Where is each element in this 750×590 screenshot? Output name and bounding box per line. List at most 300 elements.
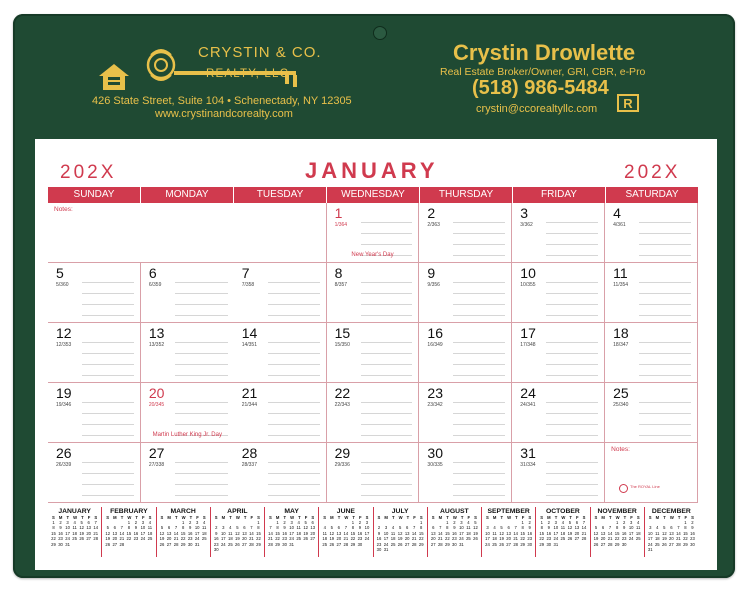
mini-day: 30 — [357, 541, 363, 547]
mini-day: 3 — [486, 525, 489, 531]
mini-day: 12 — [159, 530, 165, 536]
mini-day: 5 — [500, 525, 503, 531]
mini-weekday-letter: T — [446, 515, 449, 520]
writing-lines — [546, 212, 598, 256]
mini-weekday-letter: S — [636, 515, 640, 520]
mini-day: 30 — [527, 541, 533, 547]
mini-day: 9 — [528, 525, 531, 531]
mini-month-title: MARCH — [170, 508, 196, 515]
mini-day: 27 — [404, 541, 410, 547]
mini-day: 23 — [213, 541, 219, 547]
mini-day: 23 — [58, 536, 63, 542]
mini-month-title: AUGUST — [440, 508, 469, 515]
mini-weekday-letter: W — [344, 515, 349, 520]
mini-day: 18 — [201, 530, 207, 536]
mini-day: 10 — [220, 530, 226, 536]
mini-day: 3 — [649, 525, 652, 531]
mini-days — [211, 520, 264, 552]
writing-lines — [175, 452, 228, 496]
mini-day: 28 — [607, 541, 613, 547]
day-number: 6 — [148, 265, 157, 281]
mini-day: 11 — [655, 530, 660, 536]
weekday-saturday: SATURDAY — [625, 189, 679, 200]
mini-day: 11 — [322, 530, 327, 536]
mini-day: 8 — [521, 525, 524, 531]
mini-day: 23 — [357, 536, 363, 542]
mini-day: 22 — [180, 536, 186, 542]
mini-day: 23 — [527, 536, 533, 542]
mini-weekday-letter: F — [575, 515, 579, 520]
mini-day: 26 — [661, 541, 667, 547]
mini-month-title: JUNE — [336, 508, 355, 515]
day-of-year: 4/361 — [613, 222, 626, 228]
weekday-thursday: THURSDAY — [420, 187, 513, 203]
mini-day: 6 — [167, 525, 171, 531]
mini-weekday-letter: S — [323, 515, 327, 520]
day-cell — [327, 443, 420, 503]
mini-weekday-letter: M — [58, 515, 63, 520]
mini-day: 16 — [357, 530, 363, 536]
mini-day: 15 — [418, 530, 424, 536]
equal-housing-icon — [97, 62, 131, 92]
writing-lines — [361, 392, 413, 436]
day-of-year: 26/339 — [56, 462, 72, 468]
day-number: 19 — [56, 385, 72, 401]
mini-day: 26 — [79, 536, 84, 542]
mini-day: 1 — [351, 520, 355, 525]
mini-day: 1 — [615, 520, 619, 525]
day-number: 9 — [427, 265, 436, 281]
mini-day: 18 — [466, 530, 471, 536]
mini-weekday-letter: S — [311, 515, 315, 520]
mini-weekday-letter: T — [515, 515, 518, 520]
mini-day: 18 — [635, 530, 641, 536]
mini-day: 16 — [546, 530, 552, 536]
day-of-year: 3/362 — [520, 222, 533, 228]
day-of-year: 6/359 — [148, 282, 162, 288]
day-of-year: 14/351 — [241, 342, 257, 348]
day-number: 23 — [427, 385, 443, 401]
agent-name: Crystin Drowlette — [453, 40, 636, 65]
mini-day: 17 — [364, 530, 370, 536]
mini-weekday-letter: T — [135, 515, 138, 520]
mini-weekday-letter: T — [554, 515, 558, 520]
mini-weekday-letter: M — [113, 515, 117, 520]
mini-day: 12 — [567, 525, 573, 531]
weekday-friday: FRIDAY — [513, 187, 606, 203]
writing-lines — [268, 392, 320, 436]
mini-day: 25 — [635, 536, 641, 542]
mini-day: 28 — [581, 536, 587, 542]
mini-day: 16 — [133, 530, 139, 536]
mini-day: 20 — [669, 536, 674, 542]
mini-day: 11 — [636, 525, 641, 531]
mini-day: 31 — [383, 547, 389, 553]
mini-day: 25 — [201, 536, 207, 542]
mini-weekday-letter: F — [87, 515, 91, 520]
mini-day: 14 — [249, 530, 254, 536]
mini-day: 11 — [228, 530, 233, 536]
mini-days — [482, 520, 535, 547]
mini-day: 29 — [275, 541, 280, 547]
mini-weekday-letter: S — [486, 515, 489, 520]
mini-day: 20 — [86, 530, 92, 536]
mini-weekday-letter: S — [202, 515, 206, 520]
mini-day: 27 — [336, 541, 342, 547]
mini-weekday-letter: W — [181, 515, 186, 520]
notes-label: Notes: — [611, 446, 630, 453]
day-number: 28 — [241, 445, 258, 461]
mini-day: 18 — [72, 530, 77, 536]
mini-days — [428, 520, 481, 547]
day-of-year: 31/334 — [520, 462, 536, 468]
mini-weekday-letter: T — [623, 515, 627, 520]
writing-lines — [453, 332, 505, 376]
mini-month-title: JANUARY — [58, 508, 91, 515]
mini-day: 24 — [194, 536, 200, 542]
mini-day: 10 — [553, 525, 559, 531]
mini-day: 11 — [147, 525, 153, 531]
mini-day: 13 — [86, 525, 92, 531]
mini-day: 13 — [404, 530, 410, 536]
mini-day: 20 — [310, 530, 316, 536]
mini-day: 26 — [235, 541, 240, 547]
mini-day: 2 — [215, 525, 218, 531]
mini-day: 1 — [420, 520, 423, 525]
day-cell — [141, 383, 234, 443]
mini-month — [536, 507, 590, 557]
writing-lines — [639, 272, 691, 316]
mini-day: 14 — [607, 530, 613, 536]
writing-lines — [175, 272, 228, 316]
mini-day: 14 — [268, 530, 273, 536]
mini-day: 18 — [147, 530, 153, 536]
mini-weekday-letter: W — [398, 515, 403, 520]
mini-month-title: FEBRUARY — [110, 508, 148, 515]
writing-lines — [175, 392, 228, 436]
mini-day: 22 — [418, 536, 424, 542]
mini-weekday-letter: T — [66, 515, 70, 520]
mini-day: 7 — [582, 520, 586, 525]
mini-day: 15 — [256, 530, 261, 536]
mini-day: 10 — [364, 525, 370, 531]
mini-day: 24 — [553, 536, 559, 542]
mini-day: 7 — [439, 525, 442, 531]
mini-day: 4 — [467, 520, 470, 525]
mini-day: 2 — [547, 520, 550, 525]
day-of-year: 24/341 — [520, 402, 536, 408]
mini-day: 22 — [683, 536, 688, 542]
mini-day: 2 — [528, 520, 531, 525]
mini-day: 19 — [329, 536, 335, 542]
mini-day: 1 — [446, 520, 449, 525]
day-number: 21 — [241, 385, 258, 401]
snap-button — [373, 26, 387, 40]
mini-day: 6 — [601, 525, 605, 531]
writing-lines — [361, 452, 413, 496]
mini-weekday-letter: W — [615, 515, 620, 520]
mini-day: 31 — [194, 541, 200, 547]
day-of-year: 27/338 — [148, 462, 165, 468]
mini-day: 21 — [93, 530, 99, 536]
day-of-year: 1/364 — [334, 222, 348, 228]
mini-day: 15 — [614, 530, 620, 536]
mini-day: 12 — [473, 525, 478, 531]
mini-day: 22 — [275, 536, 280, 542]
mini-days — [591, 520, 644, 547]
mini-day: 21 — [437, 536, 443, 542]
mini-day: 19 — [661, 536, 667, 542]
mini-day: 30 — [187, 541, 193, 547]
mini-day: 12 — [397, 530, 403, 536]
mini-day: 15 — [683, 530, 688, 536]
notes-label: Notes: — [54, 206, 73, 213]
mini-day: 16 — [58, 530, 63, 536]
writing-lines — [453, 212, 505, 256]
mini-day: 22 — [51, 536, 56, 542]
mini-day: 26 — [593, 541, 599, 547]
mini-day: 26 — [105, 541, 111, 547]
mini-weekday-letter: F — [141, 515, 145, 520]
mini-day: 8 — [257, 525, 260, 531]
day-number: 17 — [520, 325, 536, 341]
day-number: 26 — [56, 445, 72, 461]
day-cell — [234, 263, 327, 323]
mini-day: 16 — [213, 536, 219, 542]
mini-day: 29 — [350, 541, 356, 547]
day-of-year: 25/340 — [613, 402, 629, 408]
mini-day: 28 — [249, 541, 254, 547]
day-cell — [327, 383, 420, 443]
mini-day: 27 — [506, 541, 511, 547]
weekday-wednesday: WEDNESDAY — [327, 187, 420, 203]
mini-weekday-letter: T — [500, 515, 504, 520]
mini-day: 29 — [614, 541, 620, 547]
mini-day: 7 — [120, 525, 123, 531]
mini-day: 5 — [160, 525, 164, 531]
mini-days — [48, 520, 101, 547]
mini-day: 17 — [140, 530, 146, 536]
mini-day: 29 — [444, 541, 450, 547]
mini-day: 22 — [520, 536, 526, 542]
mini-day: 19 — [303, 530, 309, 536]
mini-weekday-letter: S — [528, 515, 532, 520]
mini-day: 4 — [148, 520, 152, 525]
mini-weekday-letter: S — [214, 515, 218, 520]
mini-day: 26 — [567, 536, 573, 542]
day-number: 7 — [241, 265, 250, 281]
day-number: 1 — [334, 205, 343, 221]
mini-day: 18 — [654, 536, 660, 542]
mini-day: 9 — [453, 525, 456, 531]
writing-lines — [453, 452, 505, 496]
mini-day: 1 — [521, 520, 524, 525]
mini-day: 17 — [194, 530, 200, 536]
mini-day: 6 — [87, 520, 90, 525]
mini-day: 10 — [459, 525, 464, 531]
mini-days — [374, 520, 427, 552]
mini-month — [48, 507, 102, 557]
mini-day: 8 — [684, 525, 687, 531]
mini-day: 21 — [676, 536, 681, 542]
mini-day: 16 — [282, 530, 287, 536]
mini-day: 4 — [203, 520, 206, 525]
mini-day: 2 — [134, 520, 138, 525]
mini-weekday-letter: T — [663, 515, 666, 520]
mini-month-title: DECEMBER — [651, 508, 691, 515]
mini-day: 8 — [446, 525, 449, 531]
mini-day: 7 — [250, 525, 253, 531]
mini-day: 15 — [350, 530, 356, 536]
day-cell — [234, 383, 327, 443]
mini-day: 3 — [384, 525, 388, 531]
mini-day: 23 — [376, 541, 382, 547]
writing-lines — [82, 272, 134, 316]
mini-day: 16 — [376, 536, 382, 542]
mini-day: 4 — [656, 525, 659, 531]
mini-weekday-letter: F — [521, 515, 525, 520]
day-cell — [141, 263, 234, 323]
mini-day: 30 — [690, 541, 695, 547]
mini-month-title: JULY — [391, 508, 409, 515]
mini-weekday-letter: M — [167, 515, 171, 520]
mini-day: 25 — [147, 536, 153, 542]
mini-month — [319, 507, 373, 557]
mini-day: 15 — [444, 530, 450, 536]
mini-day: 31 — [65, 541, 70, 547]
mini-day: 29 — [180, 541, 186, 547]
mini-day: 29 — [51, 541, 56, 547]
writing-lines — [453, 392, 505, 436]
day-cell — [327, 203, 420, 263]
mini-day: 16 — [621, 530, 627, 536]
month-title: JANUARY — [305, 158, 439, 183]
mini-day: 13 — [336, 530, 342, 536]
mini-day: 3 — [460, 520, 463, 525]
mini-days — [645, 520, 698, 552]
mini-day: 17 — [628, 530, 634, 536]
mini-weekday-letter: M — [547, 515, 551, 520]
mini-day: 23 — [187, 536, 193, 542]
mini-day: 30 — [213, 547, 219, 553]
mini-month — [591, 507, 645, 557]
day-of-year: 19/346 — [56, 402, 72, 408]
mini-day: 29 — [418, 541, 424, 547]
day-number: 29 — [334, 445, 351, 461]
mini-day: 27 — [112, 541, 118, 547]
mini-day: 6 — [575, 520, 579, 525]
mini-day: 18 — [390, 536, 396, 542]
mini-day: 27 — [574, 536, 580, 542]
mini-day: 12 — [105, 530, 111, 536]
day-cell — [419, 383, 512, 443]
mini-month — [482, 507, 536, 557]
mini-day: 28 — [513, 541, 518, 547]
mini-day: 2 — [622, 520, 626, 525]
mini-day: 3 — [222, 525, 225, 531]
mini-day: 9 — [134, 525, 138, 531]
mini-day: 5 — [330, 525, 333, 531]
mini-weekday-letter: S — [52, 515, 55, 520]
mini-month — [645, 507, 698, 557]
mini-day: 30 — [452, 541, 457, 547]
mini-day: 21 — [411, 536, 417, 542]
mini-day: 12 — [593, 530, 599, 536]
day-of-year: 16/349 — [427, 342, 443, 348]
mini-day: 8 — [276, 525, 279, 531]
writing-lines — [546, 452, 598, 496]
writing-lines — [453, 272, 505, 316]
mini-day: 23 — [546, 536, 552, 542]
mini-weekday-letter: T — [283, 515, 287, 520]
weekday-sunday: SUNDAY — [48, 187, 141, 203]
day-number: 30 — [427, 445, 443, 461]
mini-weekday-letter: S — [160, 515, 164, 520]
mini-day: 15 — [539, 530, 545, 536]
mini-weekday-letter: T — [608, 515, 612, 520]
mini-weekday-letter: W — [561, 515, 566, 520]
mini-day: 17 — [459, 530, 464, 536]
day-number: 25 — [613, 385, 629, 401]
writing-lines — [639, 392, 691, 436]
mini-day: 3 — [66, 520, 69, 525]
mini-weekday-letter: F — [684, 515, 688, 520]
day-of-year: 12/353 — [56, 342, 72, 348]
mini-day: 13 — [600, 530, 606, 536]
day-of-year: 5/360 — [56, 282, 69, 288]
notes-box-bottom — [605, 443, 698, 503]
mini-weekday-letter: T — [120, 515, 124, 520]
mini-day: 21 — [607, 536, 613, 542]
writing-lines — [546, 332, 598, 376]
mini-day: 25 — [390, 541, 396, 547]
mini-day: 30 — [621, 541, 627, 547]
mini-day: 20 — [404, 536, 410, 542]
mini-day: 29 — [520, 541, 526, 547]
mini-weekday-letter: S — [648, 515, 652, 520]
mini-day: 13 — [506, 530, 511, 536]
mini-day: 24 — [647, 541, 653, 547]
mini-day: 31 — [289, 541, 294, 547]
mini-weekday-letter: W — [507, 515, 512, 520]
mini-day: 26 — [499, 541, 504, 547]
day-of-year: 9/356 — [427, 282, 440, 288]
mini-day: 24 — [220, 541, 226, 547]
day-cell — [419, 263, 512, 323]
mini-day: 28 — [173, 541, 179, 547]
mini-day: 4 — [323, 525, 326, 531]
mini-day: 24 — [485, 541, 490, 547]
mini-day: 9 — [377, 530, 381, 536]
mini-weekday-letter: T — [243, 515, 247, 520]
mini-day: 24 — [459, 536, 464, 542]
mini-day: 20 — [600, 536, 606, 542]
writing-lines — [639, 332, 691, 376]
mini-day: 12 — [329, 530, 335, 536]
mini-day: 17 — [647, 536, 653, 542]
mini-day: 13 — [112, 530, 118, 536]
day-number: 24 — [520, 385, 536, 401]
mini-day: 26 — [329, 541, 335, 547]
mini-day: 14 — [343, 530, 349, 536]
mini-weekday-letter: F — [413, 515, 416, 520]
agent-email: crystin@ccorealtyllc.com — [476, 103, 598, 115]
mini-day: 2 — [59, 520, 62, 525]
mini-day: 21 — [268, 536, 273, 542]
mini-day: 11 — [492, 530, 497, 536]
mini-day: 12 — [235, 530, 240, 536]
company-name-line1: CRYSTIN & CO. — [198, 44, 322, 61]
